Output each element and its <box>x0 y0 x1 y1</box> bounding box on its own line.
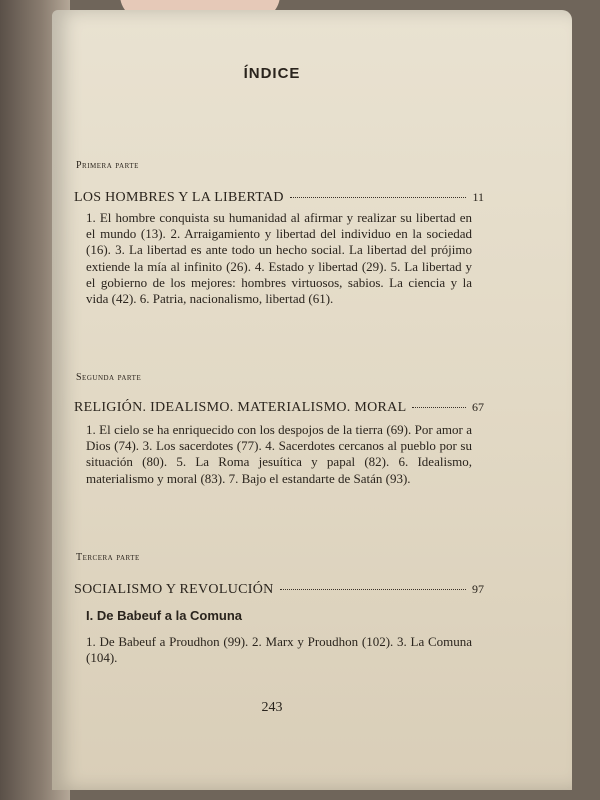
toc-entry-description-3: 1. De Babeuf a Proudhon (99). 2. Marx y Proudhon (102). 3. La Comuna (104). <box>86 634 472 666</box>
toc-entry-page: 97 <box>472 582 484 596</box>
part-label-3: Tercera parte <box>76 552 140 563</box>
subsection-heading: I. De Babeuf a la Comuna <box>86 608 243 623</box>
toc-entry-3 <box>74 582 484 598</box>
toc-entry-description-2: 1. El cielo se ha enriquecido con los despojos de la tierra (69). Por amor a Dios (74). 3. Los sacerdotes (77). 4. Sacerdotes cercanos al pueblo por su situación (80). 5. La Roma jesuítica y papal (82). 6. Idealismo, materialismo y moral (83). 7. Bajo el estandarte de Satán (93). <box>86 422 472 486</box>
leader-dots <box>412 407 466 408</box>
page-number: 243 <box>261 700 283 715</box>
toc-entry-1 <box>74 190 484 206</box>
leader-dots <box>280 589 466 590</box>
leader-dots <box>290 197 467 198</box>
toc-entry-page: 11 <box>472 190 484 204</box>
book-page <box>52 10 572 790</box>
toc-entry-description-1: 1. El hombre conquista su humanidad al afirmar y realizar su libertad en el mundo (13). 2. Arraigamiento y libertad del individuo en la sociedad (16). 3. La libertad es ante todo un hecho social. La libertad del prójimo extiende la mía al infinito (26). 4. Estado y libertad (29). 5. La libertad y el gobierno de los mejores: hombres virtuosos, sabios. La ciencia y la vida (42). 6. Patria, nacionalismo, libertad (61). <box>86 210 472 307</box>
toc-entry-title: RELIGIÓN. IDEALISMO. MATERIALISMO. MORAL <box>74 400 407 415</box>
toc-entry-2 <box>74 400 484 416</box>
part-label-2: Segunda parte <box>76 372 142 383</box>
index-heading: ÍNDICE <box>243 65 301 82</box>
toc-entry-page: 67 <box>472 400 484 414</box>
toc-entry-title: SOCIALISMO Y REVOLUCIÓN <box>74 582 274 597</box>
toc-entry-title: LOS HOMBRES Y LA LIBERTAD <box>74 190 284 205</box>
part-label-1: Primera parte <box>76 160 139 171</box>
